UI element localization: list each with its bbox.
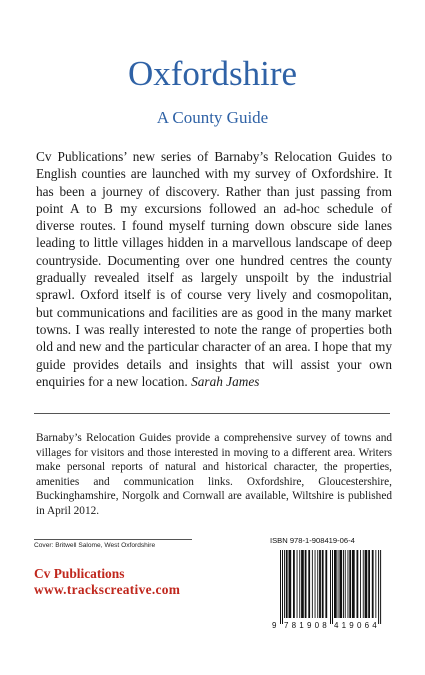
cover-caption: Cover: Britwell Salome, West Oxfordshire	[34, 542, 156, 549]
barcode-bar	[280, 550, 281, 624]
barcode-bar	[378, 550, 379, 624]
barcode-bar	[375, 550, 376, 618]
isbn-label: ISBN 978-1-908419-06-4	[270, 536, 355, 545]
series-blurb: Barnaby’s Relocation Guides provide a comprehensive survey of towns and villages for visitors and those interested in moving to a different area. Writers make personal reports of natural and historical character, the properties, amenities and communication links. Oxfordshire, Gloucestershire, Buckinghamshire, Norgolk and Cornwall are available, Wiltshire is published in April 2012.	[36, 432, 392, 517]
publisher-name: Cv Publications	[34, 566, 125, 581]
barcode-bar	[348, 550, 349, 618]
barcode-bar	[343, 550, 344, 618]
barcode-digit-group: 781908	[284, 621, 330, 630]
barcode-bar	[330, 550, 331, 624]
barcode-bar	[360, 550, 361, 618]
barcode-bar	[301, 550, 304, 618]
barcode-bar	[282, 550, 283, 624]
barcode-graphic	[268, 550, 392, 630]
caption-divider	[34, 539, 192, 540]
barcode-bar	[363, 550, 364, 618]
barcode-bar	[305, 550, 307, 618]
barcode-bar	[289, 550, 292, 618]
barcode-bar	[368, 550, 370, 618]
barcode-bar	[322, 550, 324, 618]
barcode-bar	[297, 550, 298, 618]
barcode-bar	[317, 550, 318, 618]
barcode-bar	[325, 550, 327, 618]
barcode-bar	[312, 550, 313, 618]
barcode-bar	[308, 550, 310, 618]
barcode-bar	[339, 550, 342, 618]
barcode-bar	[345, 550, 346, 618]
barcode-bar	[372, 550, 374, 618]
barcode-bar	[299, 550, 300, 618]
barcode-bar	[286, 550, 288, 618]
barcode-bar	[319, 550, 321, 618]
blurb-text: Cv Publications’ new series of Barnaby’s Relocation Guides to English counties are launched with my survey of Oxfordshire. It has been a journey of discovery. Rather than just passing from point A to B my excursions followed an ad-hoc schedule of diverse routes. I found myself turning down obscure side lanes leading to little villages hidden in a marvellous landscape of deep countryside. Documenting over one hundred centres the county gradually revealed itself as largely unspoilt by the industrial sprawl. Oxford itself is of course very lively and cosmopolitan, but communications and facilities are as good in the many market towns. I was really interested to note the range of properties both old and new and the particular character of an area. I hope that my guide provides details and insights that will assist your own enquiries for a new location.	[36, 149, 392, 389]
barcode-bar	[365, 550, 368, 618]
barcode-bar	[357, 550, 359, 618]
barcode-bar	[349, 550, 351, 618]
barcode-bar	[334, 550, 337, 618]
title: Oxfordshire	[127, 54, 298, 93]
back-cover-blurb	[36, 148, 392, 390]
subtitle: A County Guide	[156, 108, 269, 127]
barcode	[268, 550, 392, 630]
barcode-bar	[380, 550, 381, 624]
barcode-bar	[338, 550, 339, 618]
publisher-website: www.trackscreative.com	[34, 582, 181, 597]
author-signature: Sarah James	[191, 373, 260, 389]
barcode-bar	[284, 550, 285, 618]
barcode-digit-group: 419064	[334, 621, 380, 630]
divider	[34, 413, 390, 414]
barcode-bar	[352, 550, 355, 618]
barcode-digit-group: 9	[272, 621, 277, 630]
barcode-bar	[293, 550, 295, 618]
barcode-bar	[315, 550, 316, 618]
barcode-bar	[332, 550, 333, 624]
